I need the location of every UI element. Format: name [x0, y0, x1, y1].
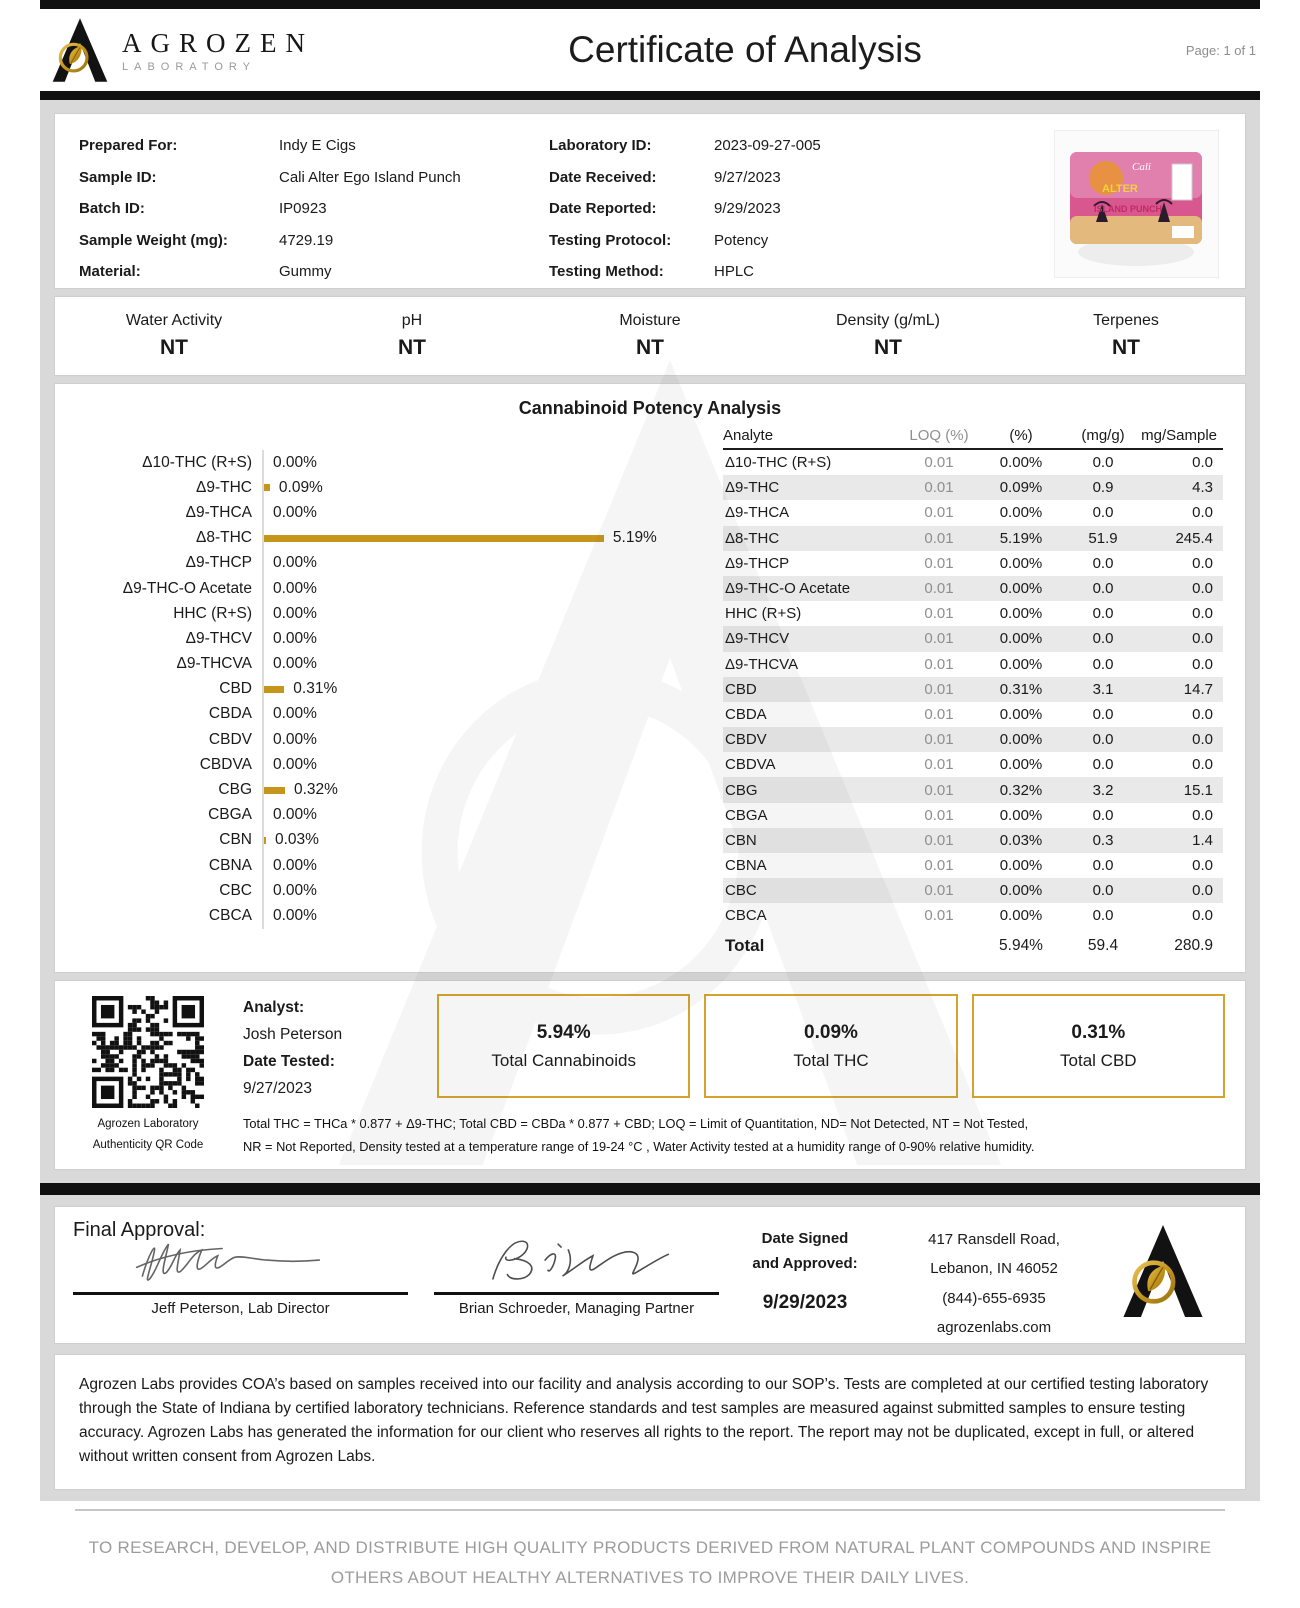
- signature-block-lab-director: [73, 1234, 408, 1317]
- agrozen-logo-mark-icon: [1117, 1223, 1209, 1319]
- chart-value-label: 5.19%: [612, 529, 657, 547]
- cell-loq: 0.01: [924, 731, 954, 749]
- cell-mgg: 3.1: [1092, 680, 1114, 698]
- quick-test-value: NT: [398, 336, 426, 359]
- signature-brian-schroeder: [447, 1234, 707, 1292]
- cell-loq: 0.01: [924, 529, 954, 547]
- chart-row: [77, 803, 723, 828]
- cell-pct: 0.00%: [999, 580, 1043, 598]
- cell-analyte: CBDV: [725, 731, 767, 749]
- potency-row: [723, 576, 1223, 601]
- potency-row: [723, 803, 1223, 828]
- chart-row: [77, 500, 723, 525]
- cell-loq: 0.01: [924, 479, 954, 497]
- potency-row: [723, 652, 1223, 677]
- footnote-line1: Total THC = THCa * 0.877 + Δ9-THC; Total CBD = CBDa * 0.877 + CBD; LOQ = Limit of Quantitation, ND= Not Detected, NT = Not Tested,: [243, 1115, 1029, 1131]
- chart-row: [77, 652, 723, 677]
- chart-value-label: 0.00%: [273, 705, 317, 723]
- analyst-label: Analyst:: [243, 999, 305, 1016]
- cell-mgsample: 245.4: [1175, 529, 1213, 547]
- cell-pct: 0.00%: [999, 504, 1043, 522]
- cell-loq: 0.01: [924, 781, 954, 799]
- quick-test-label: Terpenes: [1093, 312, 1159, 329]
- potency-row: [723, 752, 1223, 777]
- potency-row: [723, 475, 1223, 500]
- info-value: Cali Alter Ego Island Punch: [279, 168, 461, 186]
- chart-value-label: 0.32%: [294, 781, 338, 799]
- cell-pct: 0.00%: [999, 605, 1043, 623]
- chart-bar: [264, 484, 270, 491]
- cell-pct: 0.00%: [999, 756, 1043, 774]
- cell-pct: 0.00%: [999, 857, 1043, 875]
- chart-value-label: 0.00%: [273, 629, 317, 647]
- cell-mgg: 3.2: [1092, 781, 1114, 799]
- info-row: [79, 162, 549, 194]
- cell-analyte: CBDA: [725, 705, 767, 723]
- cell-loq: 0.01: [924, 806, 954, 824]
- chart-row: [77, 752, 723, 777]
- cell-analyte: Δ9-THCP: [725, 554, 790, 572]
- info-value: 9/27/2023: [714, 168, 781, 186]
- cell-mgsample: 0.0: [1192, 705, 1213, 723]
- cell-mgsample: 0.0: [1192, 554, 1213, 572]
- cell-pct: 0.00%: [999, 882, 1043, 900]
- final-approval-title: Final Approval:: [73, 1219, 206, 1241]
- cell-analyte: CBC: [725, 882, 757, 900]
- chart-value-label: 0.09%: [278, 478, 323, 496]
- info-label: Sample ID:: [79, 168, 157, 186]
- chart-value-label: 0.00%: [273, 453, 317, 471]
- chart-row: [77, 475, 723, 500]
- chart-analyte-label: CBG: [218, 781, 252, 799]
- date-tested-value: 9/27/2023: [243, 1080, 312, 1098]
- signature-jeff-peterson: [91, 1234, 391, 1292]
- quick-tests-panel: [54, 296, 1246, 376]
- disclaimer-text: Agrozen Labs provides COA’s based on samples received into our facility and analysis according to our SOP’s. Tests are completed at our certified testing laboratory through the State of Indiana by certified laboratory technicians. Reference standards and test samples are measured against submitted samples to ensure testing accuracy. Agrozen Labs has generated the information for our client who reserves all rights to the report. The report may not be duplicated, except in full, or altered without written consent from Agrozen Labs.: [79, 1376, 1209, 1466]
- chart-value-label: 0.31%: [293, 680, 338, 698]
- sample-info-panel: [54, 113, 1246, 289]
- cell-analyte: HHC (R+S): [725, 605, 802, 623]
- cell-analyte: CBDVA: [725, 756, 776, 774]
- cell-mgsample: 0.0: [1192, 806, 1213, 824]
- info-row: [549, 256, 1051, 288]
- sample-info-right: [549, 130, 1051, 281]
- cell-mgg: 0.0: [1092, 756, 1114, 774]
- cell-analyte: Δ9-THCV: [725, 630, 790, 648]
- sample-info-left: [79, 130, 549, 281]
- svg-text:Cali: Cali: [1131, 161, 1151, 173]
- quick-test: [769, 312, 1007, 360]
- quick-test-label: Density (g/mL): [835, 312, 941, 329]
- info-value: Indy E Cigs: [279, 137, 356, 155]
- chart-analyte-label: Δ8-THC: [196, 529, 252, 547]
- cell-mgsample: 0.0: [1192, 454, 1213, 472]
- cell-loq: 0.01: [924, 580, 954, 598]
- summary-value: 5.94%: [536, 1021, 591, 1043]
- chart-analyte-label: CBGA: [208, 806, 252, 824]
- chart-bar: [264, 837, 266, 844]
- qr-caption-line1: Agrozen Laboratory: [97, 1118, 199, 1130]
- product-package-image: [1054, 130, 1219, 278]
- analyst-name: Josh Peterson: [243, 1026, 343, 1044]
- info-label: Date Reported:: [549, 200, 657, 218]
- chart-analyte-label: CBC: [219, 881, 252, 899]
- col-header-mgsample: mg/Sample: [1141, 427, 1217, 444]
- quick-test-value: NT: [160, 336, 188, 359]
- chart-analyte-label: Δ9-THC-O Acetate: [122, 579, 252, 597]
- cell-mgg: 0.3: [1092, 831, 1114, 849]
- chart-analyte-label: Δ9-THCP: [185, 554, 252, 572]
- page-number: Page: 1 of 1: [1185, 42, 1256, 58]
- potency-row: [723, 677, 1223, 702]
- cell-mgsample: 0.0: [1192, 580, 1213, 598]
- cell-pct: 0.00%: [999, 705, 1043, 723]
- potency-row: [723, 727, 1223, 752]
- chart-row: [77, 878, 723, 903]
- cell-loq: 0.01: [924, 655, 954, 673]
- footer-divider: [75, 1509, 1225, 1511]
- chart-row: [77, 626, 723, 651]
- cell-pct: 0.09%: [999, 479, 1043, 497]
- cell-loq: 0.01: [924, 857, 954, 875]
- signer-name-title: Brian Schroeder, Managing Partner: [458, 1300, 695, 1317]
- chart-row: [77, 576, 723, 601]
- section-divider-bar: [40, 1183, 1260, 1195]
- cell-loq: 0.01: [924, 554, 954, 572]
- cell-mgg: 0.0: [1092, 454, 1114, 472]
- chart-value-label: 0.00%: [273, 906, 317, 924]
- cell-loq: 0.01: [924, 831, 954, 849]
- cell-analyte: Δ10-THC (R+S): [725, 454, 832, 472]
- document-title: Certificate of Analysis: [568, 29, 922, 70]
- cell-mgsample: 15.1: [1183, 781, 1213, 799]
- qr-caption-line2: Authenticity QR Code: [92, 1138, 204, 1151]
- chart-analyte-label: Δ9-THCVA: [176, 655, 252, 673]
- cell-pct: 0.00%: [999, 731, 1043, 749]
- cell-loq: 0.01: [924, 882, 954, 900]
- chart-bar: [264, 787, 285, 794]
- info-value: IP0923: [279, 200, 327, 218]
- signer-name-title: Jeff Peterson, Lab Director: [151, 1300, 330, 1317]
- address-city: Lebanon, IN 46052: [930, 1260, 1058, 1278]
- chart-row: [77, 853, 723, 878]
- cell-analyte: CBGA: [725, 806, 768, 824]
- info-row: [549, 130, 1051, 162]
- date-tested-label: Date Tested:: [243, 1053, 335, 1071]
- brand-name: AGROZEN: [122, 27, 314, 58]
- potency-row: [723, 853, 1223, 878]
- agrozen-logo-mark-icon: [48, 17, 112, 83]
- chart-analyte-label: Δ9-THC: [196, 478, 252, 496]
- potency-row: [723, 551, 1223, 576]
- chart-row: [77, 903, 723, 928]
- cell-mgsample: 0.0: [1192, 655, 1213, 673]
- chart-value-label: 0.00%: [273, 604, 317, 622]
- quick-test-value: NT: [636, 336, 664, 359]
- potency-row: [723, 601, 1223, 626]
- chart-bar: [264, 535, 604, 542]
- info-value: 2023-09-27-005: [714, 137, 821, 155]
- cell-pct: 0.32%: [999, 781, 1043, 799]
- potency-row: [723, 450, 1223, 475]
- cell-mgsample: 0.0: [1192, 882, 1213, 900]
- main-section: [40, 100, 1260, 1183]
- cell-mgg: 0.0: [1092, 705, 1114, 723]
- cell-pct: 0.00%: [999, 655, 1043, 673]
- cell-mgg: 0.0: [1092, 907, 1114, 925]
- cell-loq: 0.01: [924, 504, 954, 522]
- cell-analyte: Δ9-THC-O Acetate: [725, 580, 851, 598]
- summary-value: 0.09%: [804, 1021, 858, 1043]
- summary-box: [972, 994, 1225, 1098]
- chart-value-label: 0.00%: [273, 730, 317, 748]
- svg-text:ISLAND PUNCH: ISLAND PUNCH: [1093, 204, 1162, 214]
- cell-mgg: 0.0: [1092, 806, 1114, 824]
- quick-test-label: Moisture: [619, 312, 681, 329]
- info-value: 9/29/2023: [714, 200, 781, 218]
- potency-row: [723, 828, 1223, 853]
- info-value: Gummy: [279, 263, 332, 281]
- chart-value-label: 0.00%: [273, 856, 317, 874]
- potency-title: Cannabinoid Potency Analysis: [518, 398, 782, 418]
- cell-loq: 0.01: [924, 756, 954, 774]
- potency-row: [723, 777, 1223, 802]
- potency-row: [723, 526, 1223, 551]
- cell-analyte: CBN: [725, 831, 757, 849]
- chart-value-label: 0.00%: [273, 881, 317, 899]
- info-row: [549, 193, 1051, 225]
- summary-value: 0.31%: [1071, 1021, 1126, 1043]
- summary-box: [437, 994, 690, 1098]
- cell-pct: 0.00%: [999, 630, 1043, 648]
- cell-mgsample: 4.3: [1192, 479, 1213, 497]
- chart-row: [77, 450, 723, 475]
- info-label: Date Received:: [549, 168, 657, 186]
- info-value: HPLC: [714, 263, 755, 281]
- chart-analyte-label: CBN: [219, 831, 252, 849]
- cell-mgg: 0.0: [1092, 630, 1114, 648]
- quick-test-value: NT: [874, 336, 902, 359]
- quick-test: [55, 312, 293, 360]
- date-signed-label: Date Signed: [761, 1230, 849, 1247]
- cell-mgg: 0.0: [1092, 580, 1114, 598]
- chart-analyte-label: Δ9-THCA: [185, 503, 252, 521]
- cell-mgg: 0.0: [1092, 605, 1114, 623]
- info-label: Testing Method:: [549, 263, 664, 281]
- chart-analyte-label: CBDVA: [199, 755, 252, 773]
- chart-bar: [264, 686, 284, 693]
- potency-table-body: [723, 450, 1223, 929]
- final-approval-panel: [54, 1206, 1246, 1344]
- chart-value-label: 0.00%: [273, 579, 317, 597]
- info-value: 4729.19: [279, 231, 334, 249]
- top-divider-bar: [40, 0, 1260, 9]
- info-row: [79, 225, 549, 257]
- chart-row: [77, 777, 723, 802]
- cell-analyte: Δ9-THCA: [725, 504, 790, 522]
- cell-mgsample: 0.0: [1192, 504, 1213, 522]
- cell-mgsample: 0.0: [1192, 630, 1213, 648]
- summary-label: Total Cannabinoids: [491, 1050, 636, 1070]
- chart-value-label: 0.00%: [273, 755, 317, 773]
- potency-row: [723, 878, 1223, 903]
- chart-value-label: 0.00%: [273, 554, 317, 572]
- chart-analyte-label: CBNA: [208, 856, 252, 874]
- quick-test-value: NT: [1112, 336, 1140, 359]
- cell-loq: 0.01: [924, 705, 954, 723]
- disclaimer-panel: [54, 1354, 1246, 1490]
- header: [40, 9, 1260, 91]
- cell-analyte: Δ8-THC: [725, 529, 780, 547]
- cell-pct: 0.31%: [999, 680, 1043, 698]
- chart-analyte-label: HHC (R+S): [173, 604, 252, 622]
- potency-row: [723, 702, 1223, 727]
- cell-mgsample: 0.0: [1192, 857, 1213, 875]
- cell-analyte: Δ9-THCVA: [725, 655, 799, 673]
- chart-row: [77, 601, 723, 626]
- chart-analyte-label: Δ10-THC (R+S): [142, 453, 252, 471]
- chart-row: [77, 828, 723, 853]
- footer-logo: [1099, 1215, 1227, 1335]
- info-row: [79, 130, 549, 162]
- cell-analyte: CBCA: [725, 907, 767, 925]
- total-mgg: 59.4: [1087, 936, 1119, 954]
- footnote-line2: NR = Not Reported, Density tested at a temperature range of 19-24 °C , Water Activity tested at a humidity range of 0-90% relative humidity.: [243, 1139, 1035, 1155]
- chart-row: [77, 551, 723, 576]
- chart-analyte-label: CBCA: [208, 906, 252, 924]
- col-header-analyte: Analyte: [723, 427, 774, 444]
- info-row: [79, 256, 549, 288]
- cell-analyte: CBNA: [725, 857, 767, 875]
- chart-row: [77, 727, 723, 752]
- cell-loq: 0.01: [924, 454, 954, 472]
- col-header-pct: (%): [1009, 427, 1033, 444]
- svg-text:ALTER: ALTER: [1101, 183, 1138, 195]
- cell-loq: 0.01: [924, 605, 954, 623]
- potency-row: [723, 903, 1223, 928]
- cell-pct: 0.00%: [999, 454, 1043, 472]
- cell-analyte: CBG: [725, 781, 758, 799]
- quick-test: [531, 312, 769, 360]
- info-label: Prepared For:: [79, 137, 178, 155]
- chart-row: [77, 702, 723, 727]
- product-photo: [1051, 130, 1221, 272]
- address-street: 417 Ransdell Road,: [928, 1231, 1060, 1248]
- phone-number: (844)-655-6935: [942, 1289, 1046, 1307]
- quick-test-label: pH: [401, 312, 423, 329]
- cell-mgg: 51.9: [1088, 529, 1118, 547]
- cell-mgg: 0.0: [1092, 655, 1114, 673]
- info-label: Material:: [79, 263, 141, 281]
- quick-test: [1007, 312, 1245, 360]
- potency-total-row: [723, 929, 1223, 963]
- cell-mgg: 0.0: [1092, 857, 1114, 875]
- chart-value-label: 0.00%: [273, 806, 317, 824]
- cell-loq: 0.01: [924, 680, 954, 698]
- cell-mgg: 0.0: [1092, 554, 1114, 572]
- summary-boxes: [437, 994, 1225, 1103]
- signature-block-managing-partner: [434, 1234, 719, 1317]
- cell-mgg: 0.0: [1092, 882, 1114, 900]
- cell-pct: 0.00%: [999, 806, 1043, 824]
- info-row: [549, 225, 1051, 257]
- chart-value-label: 0.03%: [275, 831, 319, 849]
- info-label: Testing Protocol:: [549, 231, 672, 249]
- chart-row: [77, 677, 723, 702]
- potency-row: [723, 626, 1223, 651]
- cell-loq: 0.01: [924, 630, 954, 648]
- cell-mgsample: 0.0: [1192, 907, 1213, 925]
- summary-label: Total THC: [793, 1050, 869, 1070]
- potency-table-header: [723, 423, 1223, 450]
- cell-mgg: 0.0: [1092, 504, 1114, 522]
- cell-analyte: Δ9-THC: [725, 479, 780, 497]
- summary-label: Total CBD: [1060, 1050, 1137, 1070]
- cell-pct: 0.03%: [999, 831, 1043, 849]
- potency-bar-chart: [77, 423, 723, 963]
- total-label: Total: [725, 935, 765, 955]
- chart-analyte-label: CBDV: [208, 730, 252, 748]
- cell-pct: 0.00%: [999, 554, 1043, 572]
- cell-mgsample: 1.4: [1192, 831, 1213, 849]
- approval-section: [40, 1195, 1260, 1501]
- chart-row: [77, 526, 723, 551]
- info-row: [549, 162, 1051, 194]
- total-mgsample: 280.9: [1174, 936, 1213, 954]
- quick-test-label: Water Activity: [125, 312, 223, 329]
- date-signed-label2: and Approved:: [752, 1254, 858, 1272]
- col-header-mgg: (mg/g): [1081, 427, 1125, 444]
- cell-mgg: 0.0: [1092, 731, 1114, 749]
- agrozen-logo: [40, 17, 370, 83]
- info-label: Sample Weight (mg):: [79, 231, 228, 249]
- cell-mgsample: 14.7: [1183, 680, 1213, 698]
- col-header-loq: LOQ (%): [909, 427, 969, 444]
- website-url: agrozenlabs.com: [936, 1318, 1052, 1336]
- quick-test: [293, 312, 531, 360]
- cell-analyte: CBD: [725, 680, 757, 698]
- cell-mgsample: 0.0: [1192, 756, 1213, 774]
- potency-table: [723, 423, 1223, 963]
- chart-value-label: 0.00%: [273, 503, 317, 521]
- info-label: Laboratory ID:: [549, 137, 652, 155]
- cell-pct: 0.00%: [999, 907, 1043, 925]
- qr-code: [92, 996, 204, 1108]
- cell-loq: 0.01: [924, 907, 954, 925]
- potency-row: [723, 500, 1223, 525]
- mission-statement: TO RESEARCH, DEVELOP, AND DISTRIBUTE HIGH QUALITY PRODUCTS DERIVED FROM NATURAL PLANT COMPOUNDS AND INSPIRE OTHERS ABOUT HEALTHY ALTERNATIVES TO IMPROVE THEIR DAILY LIVES.: [88, 1538, 1212, 1587]
- analysis-panel: [54, 980, 1246, 1170]
- total-pct: 5.94%: [999, 936, 1043, 954]
- chart-analyte-label: CBDA: [208, 705, 252, 723]
- summary-box: [704, 994, 957, 1098]
- chart-analyte-label: Δ9-THCV: [185, 629, 252, 647]
- chart-value-label: 0.00%: [273, 655, 317, 673]
- potency-panel: [54, 383, 1246, 973]
- header-divider-bar: [40, 91, 1260, 100]
- cell-pct: 5.19%: [999, 529, 1043, 547]
- cell-mgsample: 0.0: [1192, 605, 1213, 623]
- brand-subtitle: LABORATORY: [122, 60, 256, 73]
- info-value: Potency: [714, 231, 769, 249]
- chart-analyte-label: CBD: [219, 680, 252, 698]
- date-signed-value: 9/29/2023: [762, 1291, 848, 1313]
- info-label: Batch ID:: [79, 200, 145, 218]
- cell-mgsample: 0.0: [1192, 731, 1213, 749]
- cell-mgg: 0.9: [1092, 479, 1114, 497]
- info-row: [79, 193, 549, 225]
